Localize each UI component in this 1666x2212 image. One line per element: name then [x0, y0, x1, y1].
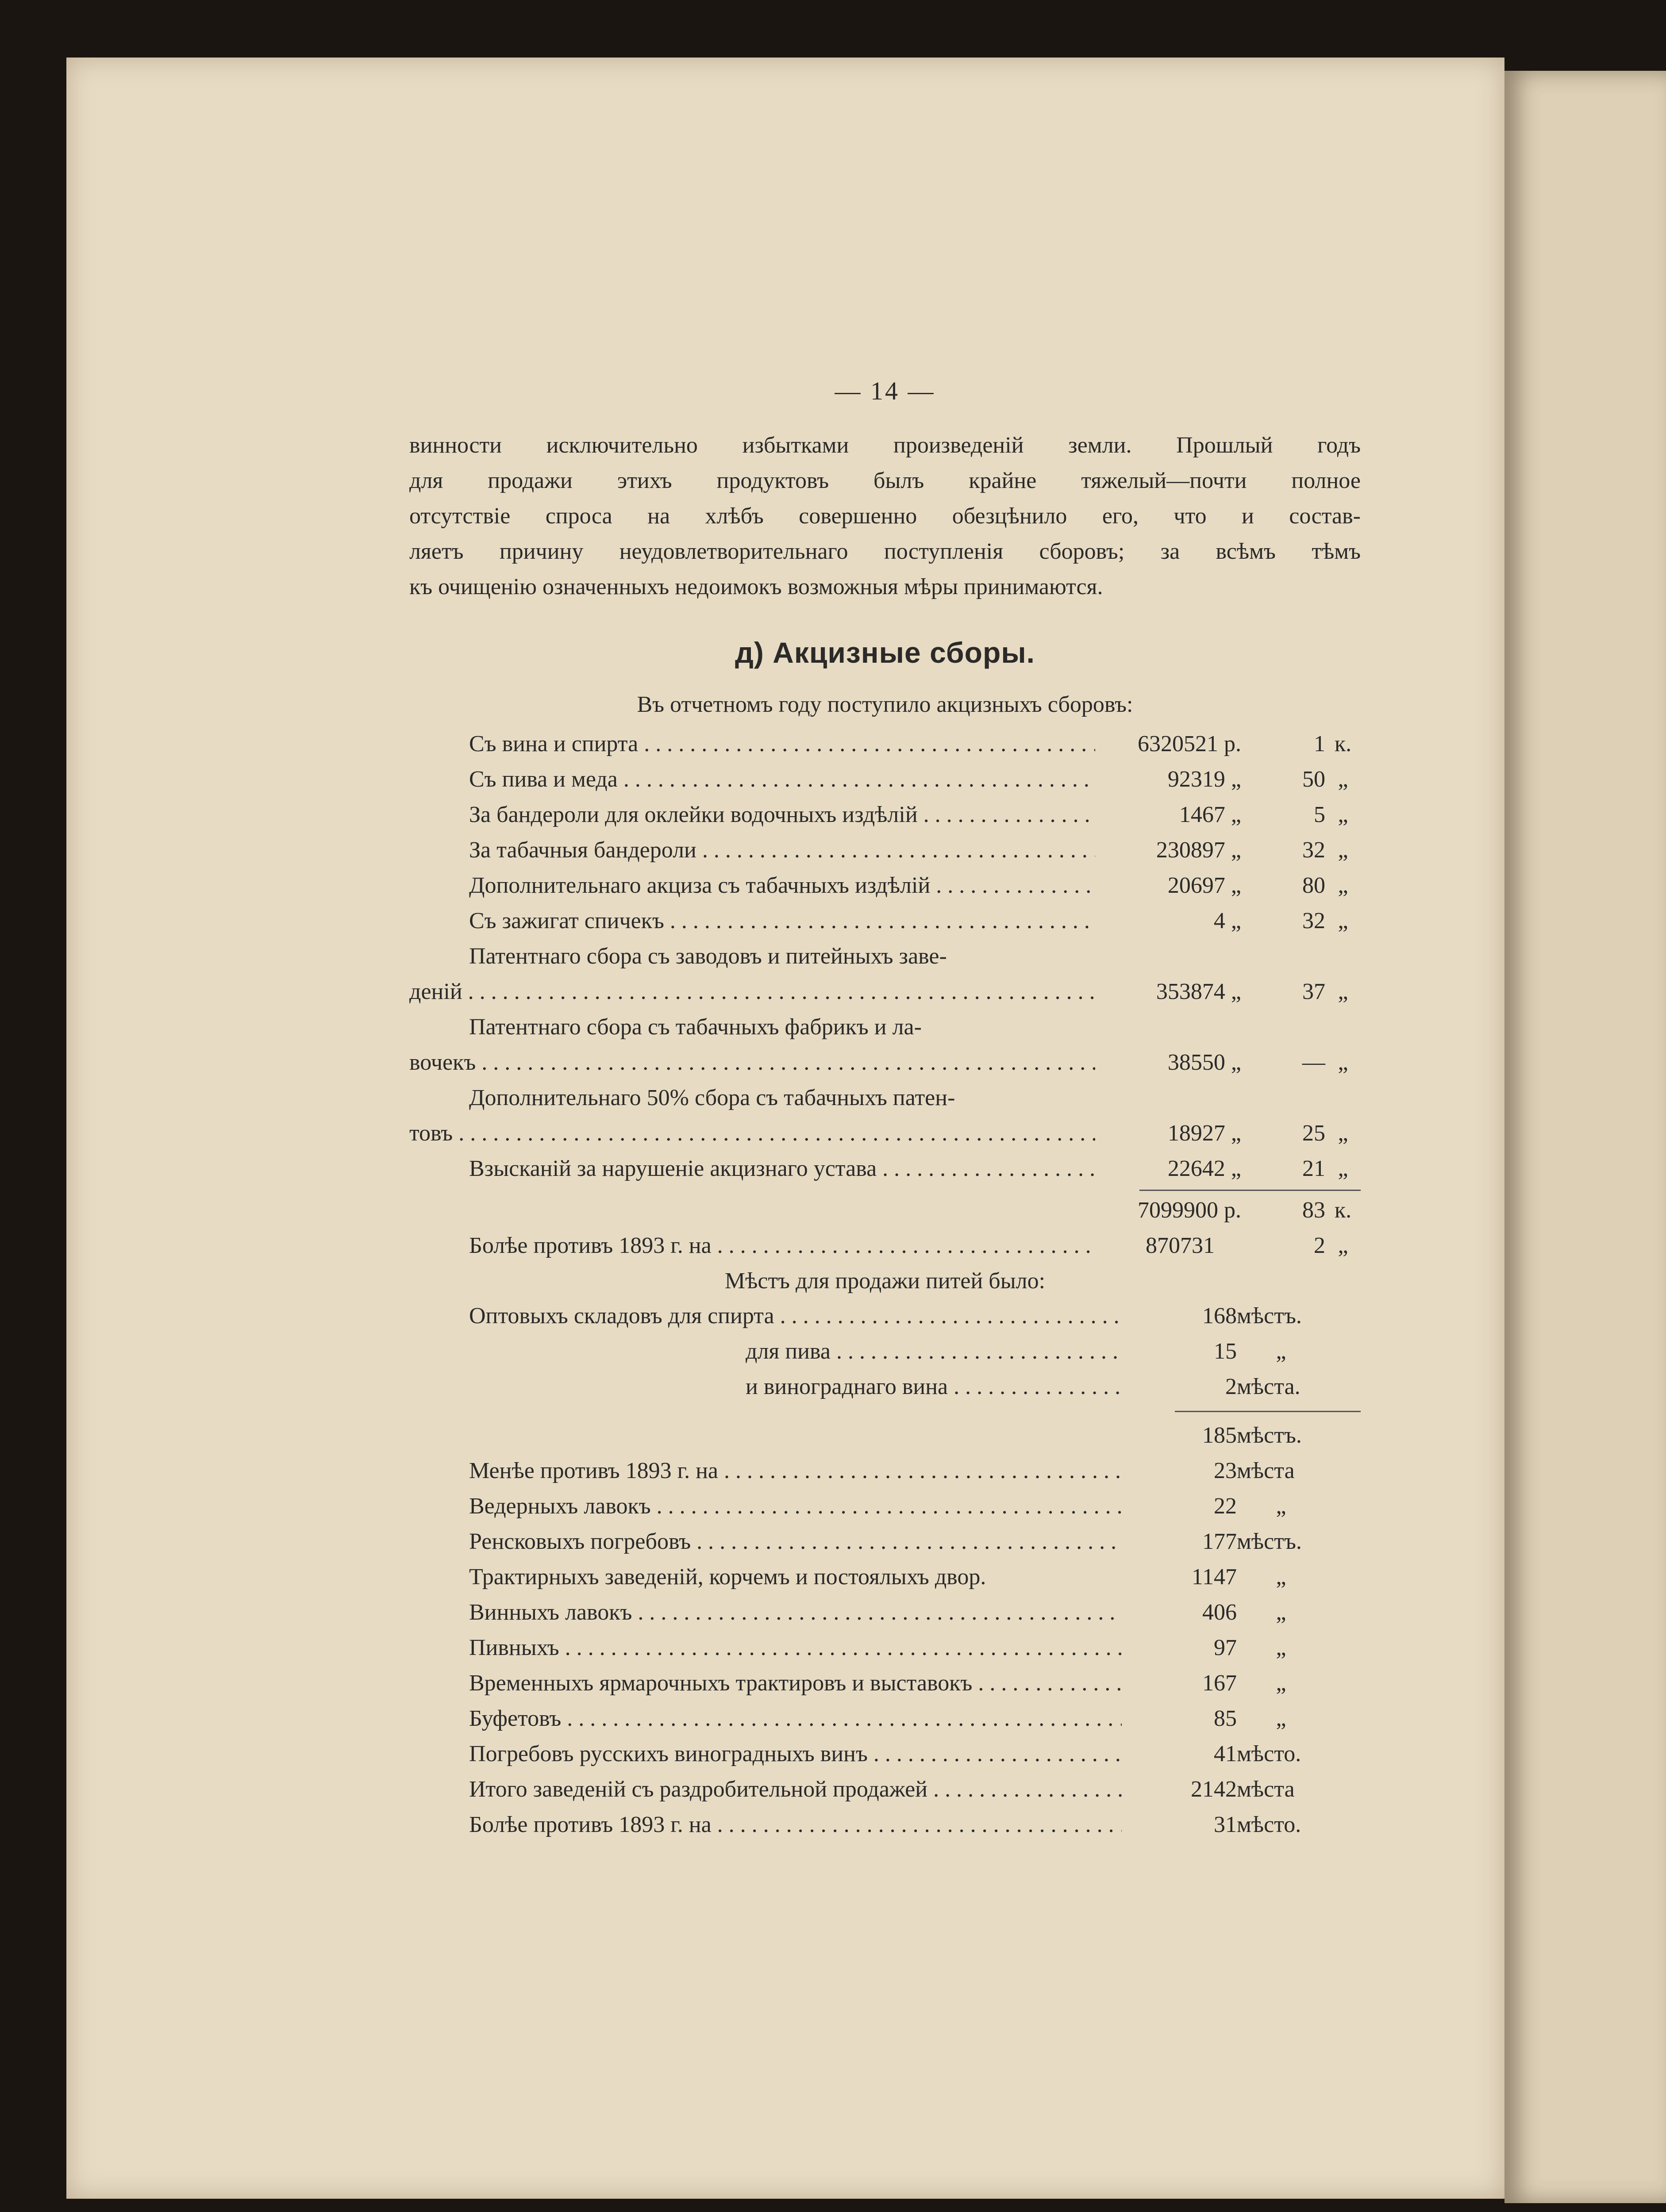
- table-row: [409, 1701, 1361, 1736]
- row-label-first-line: Дополнительнаго 50% сбора съ табачныхъ патен-: [469, 1085, 955, 1110]
- row-amount: 4 „: [1213, 908, 1241, 933]
- table-row: [409, 1489, 1361, 1524]
- row-label: Взысканій за нарушеніе акцизнаго устава . . .: [469, 1151, 1095, 1187]
- total-rule: [1139, 1190, 1361, 1191]
- row-unit: „: [1276, 1600, 1286, 1625]
- row-label: За бандероли для оклейки водочныхъ издѣлій . . .: [469, 797, 1095, 833]
- row-unit: мѣста: [1237, 1777, 1295, 1802]
- row-count: 31: [1214, 1812, 1237, 1837]
- total-row: [409, 1418, 1361, 1453]
- row-unit: „: [1338, 837, 1348, 863]
- row-amount: 92319 „: [1167, 767, 1241, 792]
- table-row: [409, 1045, 1361, 1080]
- row-count: 97: [1214, 1635, 1237, 1660]
- row-unit: мѣсто.: [1237, 1741, 1301, 1767]
- total-amount: 7099900 р.: [1138, 1198, 1241, 1223]
- table-row: [409, 1369, 1361, 1405]
- row-amount: 870731: [1146, 1233, 1215, 1258]
- row-count: 22: [1214, 1494, 1237, 1519]
- table-row: [409, 903, 1361, 939]
- table-row: [409, 1807, 1361, 1843]
- table-row: [409, 1772, 1361, 1807]
- row-amount: 38550 „: [1167, 1050, 1241, 1075]
- row-kopecks: 1: [1314, 731, 1325, 757]
- text-line: къ очищенію означенныхъ недоимокъ возможныя мѣры принимаются.: [409, 574, 1103, 599]
- table-row: [409, 1298, 1361, 1334]
- row-count: 15: [1214, 1339, 1237, 1364]
- row-unit: „: [1276, 1671, 1286, 1696]
- text-line: для продажи этихъ продуктовъ былъ крайне тяжелый—почти полное: [409, 468, 1361, 493]
- row-count: 85: [1214, 1706, 1237, 1731]
- row-unit: „: [1338, 1156, 1348, 1181]
- row-unit: „: [1276, 1494, 1286, 1519]
- row-count: 1147: [1191, 1564, 1237, 1590]
- row-unit: мѣстъ.: [1237, 1423, 1302, 1448]
- row-label: Пивныхъ . . .: [469, 1630, 1122, 1666]
- row-unit: мѣстъ.: [1237, 1529, 1302, 1554]
- row-amount: 230897 „: [1156, 837, 1241, 863]
- row-label: Менѣе противъ 1893 г. на . . .: [469, 1453, 1122, 1489]
- table-row: [409, 726, 1361, 762]
- row-label-first-line: Патентнаго сбора съ заводовъ и питейныхъ заве-: [469, 944, 947, 969]
- table-row: [409, 1630, 1361, 1666]
- row-label: Ведерныхъ лавокъ . . .: [469, 1489, 1122, 1524]
- row-label: Ренсковыхъ погребовъ . . .: [469, 1524, 1122, 1559]
- row-label: и винограднаго вина . . .: [746, 1369, 1122, 1405]
- row-count: 406: [1202, 1600, 1237, 1625]
- page-content: [409, 376, 1361, 1843]
- row-unit: „: [1338, 873, 1348, 898]
- row-count: 41: [1214, 1741, 1237, 1767]
- total-kopecks: 83: [1302, 1198, 1325, 1223]
- total-unit: к.: [1334, 1198, 1352, 1223]
- table-row-continued: [409, 939, 1361, 974]
- row-amount: 6320521 р.: [1138, 731, 1241, 757]
- row-unit: „: [1338, 1233, 1348, 1258]
- row-unit: „: [1338, 1050, 1348, 1075]
- row-unit: „: [1276, 1564, 1286, 1590]
- row-label: Дополнительнаго акциза съ табачныхъ издѣлій . . .: [469, 868, 1095, 903]
- row-label: Итого заведеній съ раздробительной продажей . . .: [469, 1772, 1122, 1807]
- section-heading: д) Акцизные сборы.: [735, 636, 1035, 669]
- table-row: [409, 974, 1361, 1010]
- table-row-continued: [409, 1010, 1361, 1045]
- row-label: Буфетовъ . . .: [469, 1701, 1122, 1736]
- row-kopecks: 37: [1302, 979, 1325, 1004]
- row-label: Съ вина и спирта . . .: [469, 726, 1095, 762]
- row-kopecks: 5: [1314, 802, 1325, 827]
- text-line: винности исключительно избытками произведеній земли. Прошлый годъ: [409, 433, 1361, 458]
- row-label: Болѣе противъ 1893 г. на . . .: [469, 1228, 1095, 1263]
- row-kopecks: —: [1302, 1050, 1325, 1075]
- row-unit: мѣста: [1237, 1458, 1295, 1483]
- row-count: 2142: [1191, 1777, 1237, 1802]
- table-row: [409, 1559, 1361, 1595]
- table-row: [409, 1595, 1361, 1630]
- row-count: 185: [1202, 1423, 1237, 1448]
- table-row: [409, 1151, 1361, 1187]
- row-unit: „: [1338, 979, 1348, 1004]
- row-label: Оптовыхъ складовъ для спирта . . .: [469, 1298, 1122, 1334]
- row-label: Съ зажигат спичекъ . . .: [469, 903, 1095, 939]
- row-kopecks: 32: [1302, 908, 1325, 933]
- row-label: Трактирныхъ заведеній, корчемъ и постоялыхъ двор.: [469, 1564, 986, 1590]
- table-row: [409, 762, 1361, 797]
- excise-intro: Въ отчетномъ году поступило акцизныхъ сборовъ:: [637, 692, 1133, 717]
- row-amount: 20697 „: [1167, 873, 1241, 898]
- row-kopecks: 25: [1302, 1121, 1325, 1146]
- facing-page-edge: [1504, 71, 1666, 2203]
- intro-paragraph: [409, 428, 1361, 605]
- table-row: [409, 1453, 1361, 1489]
- difference-row: [409, 1228, 1361, 1263]
- row-label: деній . . .: [409, 974, 1095, 1010]
- row-unit: „: [1276, 1706, 1286, 1731]
- row-amount: 18927 „: [1167, 1121, 1241, 1146]
- row-kopecks: 32: [1302, 837, 1325, 863]
- row-label: Временныхъ ярмарочныхъ трактировъ и выставокъ . . .: [469, 1666, 1122, 1701]
- row-unit: „: [1338, 767, 1348, 792]
- table-row: [409, 797, 1361, 833]
- row-label: Погребовъ русскихъ виноградныхъ винъ . . .: [469, 1736, 1122, 1772]
- row-unit: „: [1338, 908, 1348, 933]
- total-rule-row: [409, 1405, 1361, 1418]
- row-label: для пива . . .: [746, 1334, 1122, 1369]
- table-row: [409, 833, 1361, 868]
- table-row: [409, 1116, 1361, 1151]
- table-row: [409, 868, 1361, 903]
- row-unit: „: [1338, 1121, 1348, 1146]
- row-amount: 1467 „: [1179, 802, 1241, 827]
- row-count: 23: [1214, 1458, 1237, 1483]
- row-kopecks: 50: [1302, 767, 1325, 792]
- table-row: [409, 1736, 1361, 1772]
- row-label: товъ . . .: [409, 1116, 1095, 1151]
- row-count: 167: [1202, 1671, 1237, 1696]
- row-count: 2: [1225, 1374, 1237, 1399]
- row-count: 168: [1202, 1303, 1237, 1329]
- table-row: [409, 1334, 1361, 1369]
- row-label: Болѣе противъ 1893 г. на . . .: [469, 1807, 1122, 1843]
- row-label: Съ пива и меда . . .: [469, 762, 1095, 797]
- row-amount: 22642 „: [1167, 1156, 1241, 1181]
- page-number: — 14 —: [835, 376, 935, 405]
- table-row: [409, 1666, 1361, 1701]
- row-count: 177: [1202, 1529, 1237, 1554]
- table-row-continued: [409, 1080, 1361, 1116]
- row-label: Винныхъ лавокъ . . .: [469, 1595, 1122, 1630]
- row-unit: мѣста.: [1237, 1374, 1300, 1399]
- row-label: вочекъ . . .: [409, 1045, 1095, 1080]
- text-line: ляетъ причину неудовлетворительнаго поступленія сборовъ; за всѣмъ тѣмъ: [409, 539, 1361, 564]
- row-unit: мѣсто.: [1237, 1812, 1301, 1837]
- row-unit: к.: [1334, 731, 1352, 757]
- text-line: отсутствіе спроса на хлѣбъ совершенно обезцѣнило его, что и состав-: [409, 503, 1361, 529]
- row-amount: 353874 „: [1156, 979, 1241, 1004]
- row-unit: „: [1338, 802, 1348, 827]
- total-rule: [1175, 1411, 1361, 1412]
- table-row: [409, 1524, 1361, 1559]
- row-unit: „: [1276, 1339, 1286, 1364]
- total-rule-row: [409, 1187, 1361, 1193]
- row-unit: „: [1276, 1635, 1286, 1660]
- places-table: [409, 1298, 1361, 1843]
- row-kopecks: 21: [1302, 1156, 1325, 1181]
- row-kopecks: 80: [1302, 873, 1325, 898]
- total-row: [409, 1193, 1361, 1228]
- row-unit: мѣстъ.: [1237, 1303, 1302, 1329]
- excise-table: [409, 726, 1361, 1263]
- row-kopecks: 2: [1314, 1233, 1325, 1258]
- row-label: За табачныя бандероли . . .: [469, 833, 1095, 868]
- row-label-first-line: Патентнаго сбора съ табачныхъ фабрикъ и ла-: [469, 1014, 922, 1040]
- places-intro: Мѣстъ для продажи питей было:: [724, 1268, 1046, 1294]
